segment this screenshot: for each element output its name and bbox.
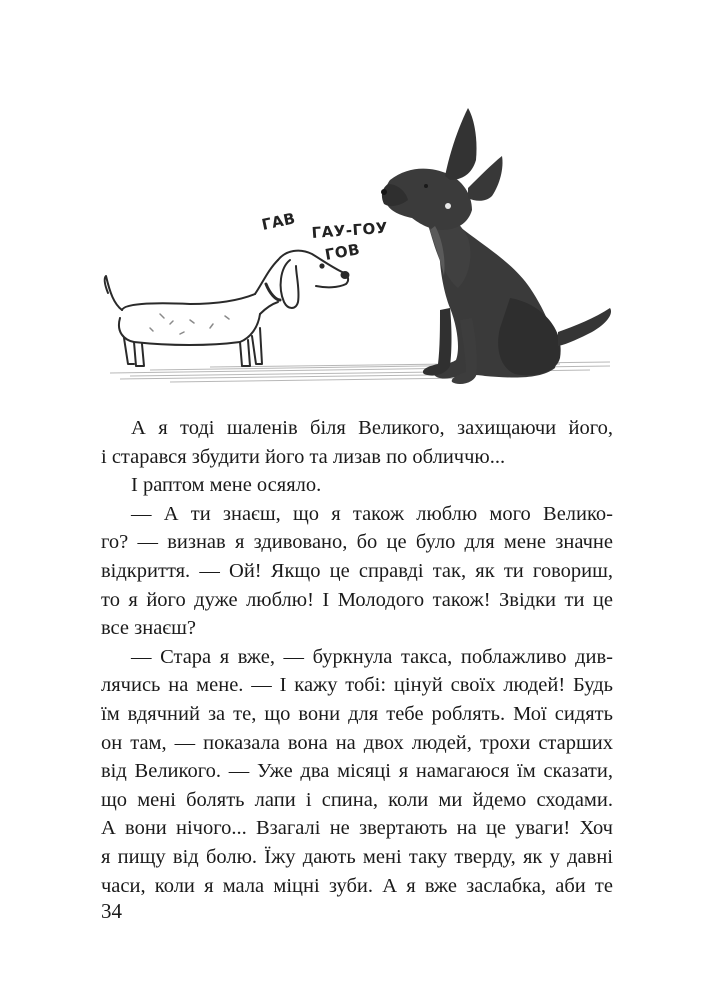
text-line-11: їм вдячний за те, що вони для тебе роблять. Мої сидять (101, 702, 613, 725)
text-line-5: го? — визнав я здивовано, бо це було для мене значне (101, 531, 613, 554)
bubble-word-1: ГАВ (260, 209, 298, 234)
text-line-16: я пищу від болю. Їжу дають мені таку тверду, як у давні (101, 845, 613, 868)
dogs-illustration (90, 88, 630, 398)
shepherd-dog (381, 108, 611, 384)
text-line-7: то я його дуже люблю! І Молодого також! Звідки ти це (101, 588, 613, 611)
text-line-10: лячись на мене. — І кажу тобі: цінуй своїх людей! Будь (101, 674, 613, 697)
text-line-4: — А ти знаєш, що я також люблю мого Велико- (131, 502, 613, 525)
text-line-15: А вони нічого... Взагалі не звертають на це уваги! Хоч (101, 817, 613, 840)
text-line-6: відкриття. — Ой! Якщо це справді так, як ти говориш, (101, 559, 613, 582)
text-line-2: і старався збудити його та лизав по обличчю... (101, 445, 506, 468)
bubble-word-3: ГОВ (323, 240, 362, 264)
body-text (101, 414, 613, 900)
text-line-13: від Великого. — Уже два місяці я намагаюся їм сказати, (101, 760, 613, 783)
text-line-1: А я тоді шаленів біля Великого, захищаючи його, (131, 417, 613, 439)
text-line-8: все знаєш? (101, 617, 196, 640)
text-line-9: — Стара я вже, — буркнула такса, поблажливо див- (131, 645, 613, 668)
text-line-3: І раптом мене осяяло. (131, 474, 322, 497)
dachshund-drawing (105, 251, 349, 366)
bubble-word-2: ГАУ-ГОУ (311, 218, 389, 242)
text-line-14: що мені болять лапи і спина, коли ми йдемо сходами. (101, 788, 613, 811)
text-line-12: он там, — показала вона на двох людей, трохи старших (101, 731, 613, 754)
speech-words (260, 209, 388, 264)
text-line-17: часи, коли я мала міцні зуби. А я вже заслабка, аби те (101, 874, 613, 897)
page-number: 34 (101, 899, 122, 923)
